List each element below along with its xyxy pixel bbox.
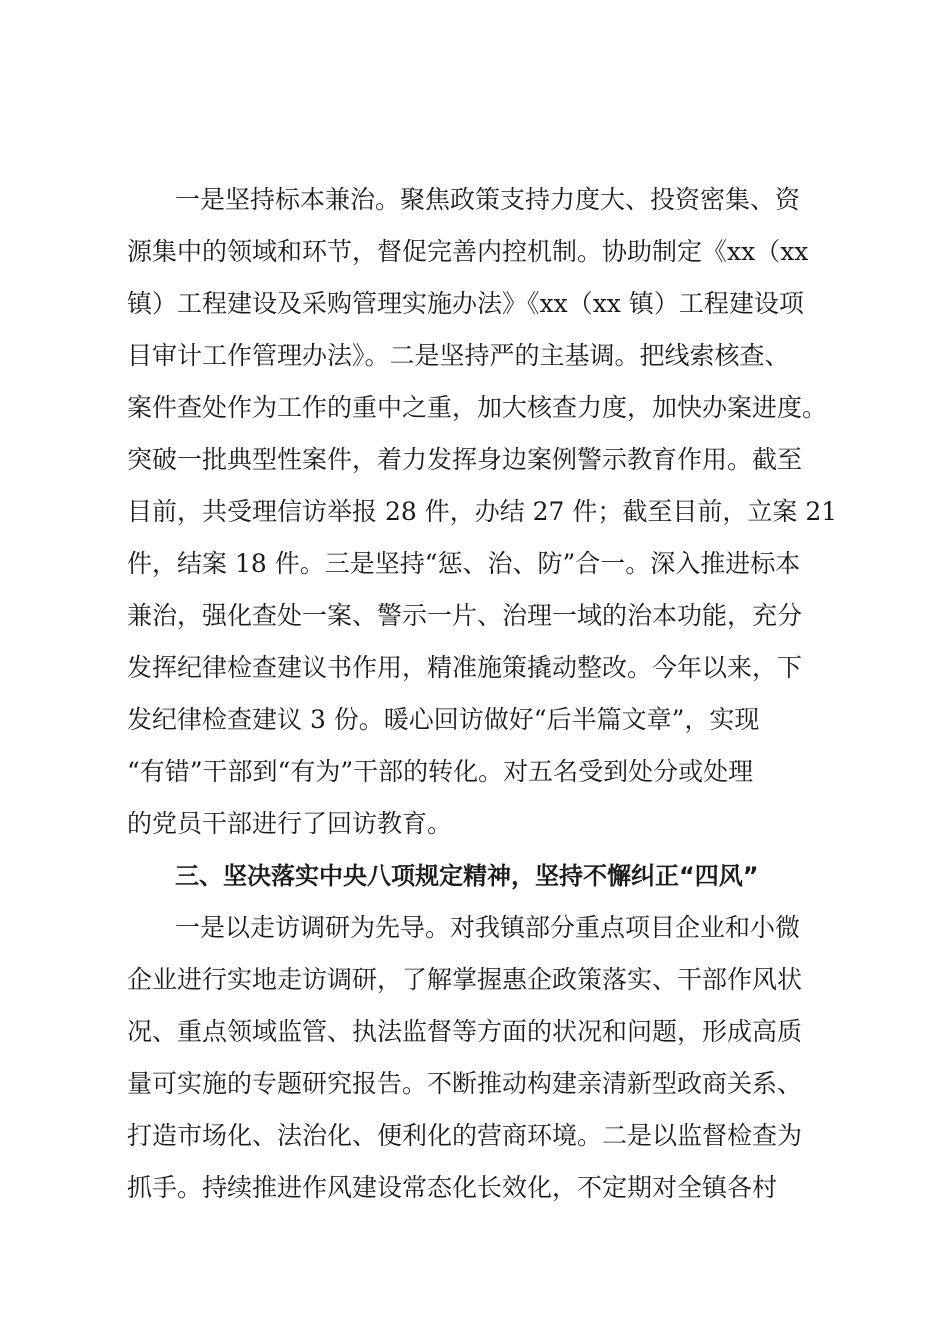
body-text-line: 突破一批典型性案件，着力发挥身边案例警示教育作用。截至	[127, 445, 803, 474]
body-text-line: 案件查处作为工作的重中之重，加大核查力度，加快办案进度。	[127, 393, 828, 422]
body-text-line: 企业进行实地走访调研，了解掌握惠企政策落实、干部作风状	[127, 965, 803, 994]
body-text-line: 兼治，强化查处一案、警示一片、治理一域的治本功能，充分	[127, 601, 803, 630]
body-text-line: 况、重点领域监管、执法监督等方面的状况和问题，形成高质	[127, 1017, 803, 1046]
body-text-line: 件，结案 18 件。三是坚持“惩、治、防”合一。深入推进标本	[127, 549, 801, 578]
body-text-line: 发挥纪律检查建议书作用，精准施策撬动整改。今年以来，下	[127, 653, 803, 682]
body-text-line: 量可实施的专题研究报告。不断推动构建亲清新型政商关系、	[127, 1069, 803, 1098]
body-text-line: 源集中的领域和环节，督促完善内控机制。协助制定《xx（xx	[127, 237, 809, 266]
body-text-line: 发纪律检查建议 3 份。暖心回访做好“后半篇文章”，实现	[127, 705, 760, 734]
body-text-line: 一是坚持标本兼治。聚焦政策支持力度大、投资密集、资	[175, 185, 801, 214]
body-text-line: 打造市场化、法治化、便利化的营商环境。二是以监督检查为	[127, 1121, 803, 1150]
section-heading: 三、坚决落实中央八项规定精神，坚持不懈纠正“四风”	[175, 862, 759, 890]
body-text-line: 抓手。持续推进作风建设常态化长效化，不定期对全镇各村	[127, 1173, 778, 1202]
body-text-line: “有错”干部到“有为”干部的转化。对五名受到处分或处理	[127, 757, 754, 786]
body-text-line: 的党员干部进行了回访教育。	[127, 809, 453, 838]
body-text-line: 目审计工作管理办法》。二是坚持严的主基调。把线索核查、	[127, 341, 790, 370]
body-text-line: 一是以走访调研为先导。对我镇部分重点项目企业和小微	[175, 913, 801, 942]
body-text-line: 镇）工程建设及采购管理实施办法》《xx（xx 镇）工程建设项	[127, 289, 804, 318]
body-text-line: 目前，共受理信访举报 28 件，办结 27 件；截至目前，立案 21	[127, 497, 838, 526]
